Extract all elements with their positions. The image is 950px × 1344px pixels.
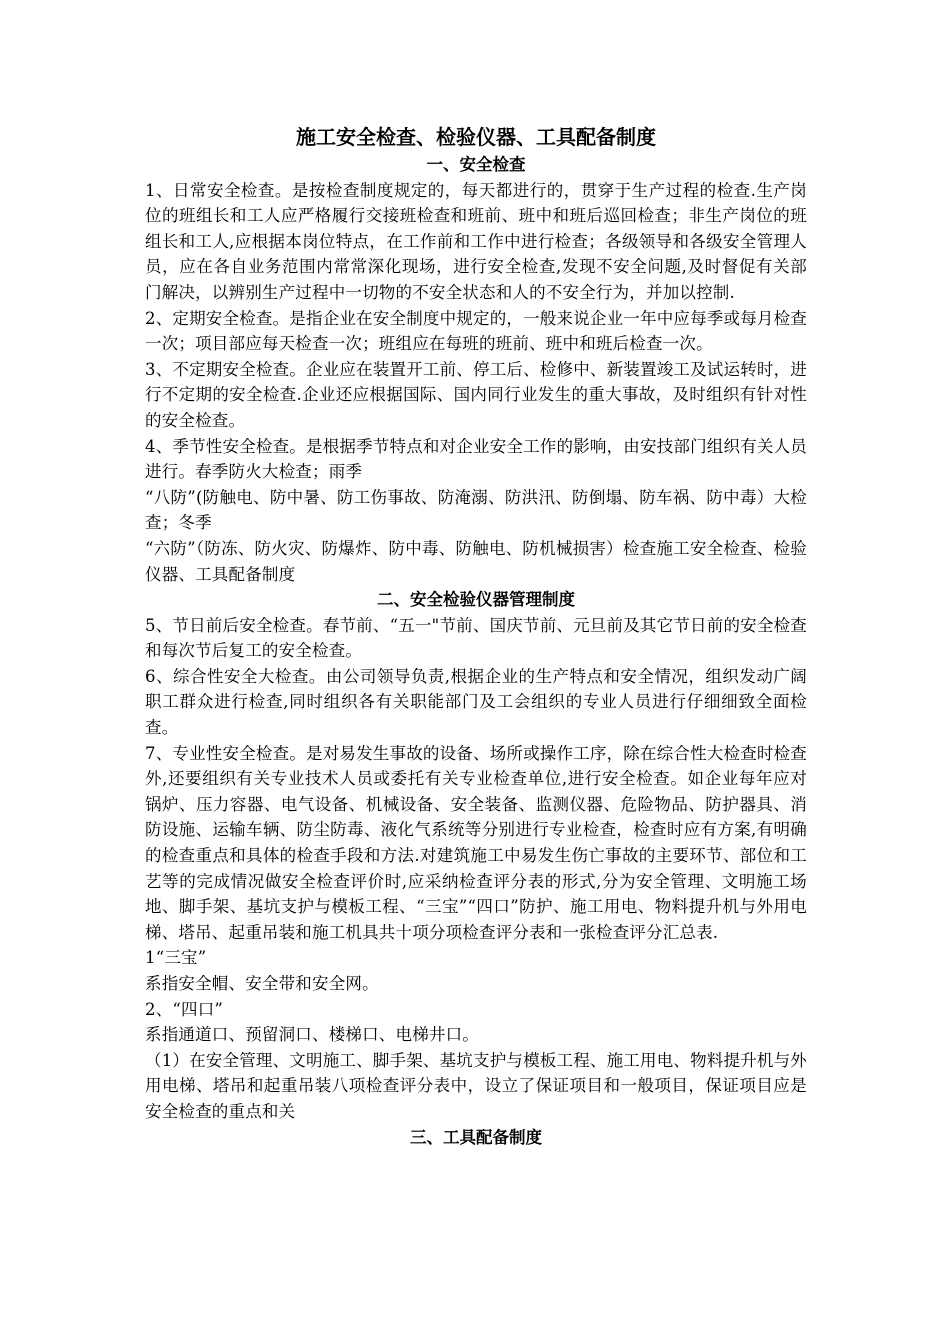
paragraph: 7、专业性安全检查。是对易发生事故的设备、场所或操作工序，除在综合性大检查时检查外,还要组织有关专业技术人员或委托有关专业检查单位,进行安全检查。如企业每年应对锅炉、压力容器、电气设备、机械设备、安全装备、监测仪器、危险物品、防护器具、消防设施、运输车辆、防尘防毒、液化气系统等分别进行专业检查，检查时应有方案,有明确的检查重点和具体的检查手段和方法.对建筑施工中易发生伤亡事故的主要环节、部位和工艺等的完成情况做安全检查评价时,应采纳检查评分表的形式,分为安全管理、文明施工场地、脚手架、基坑支护与模板工程、“三宝”“四口”防护、施工用电、物料提升机与外用电梯、塔吊、起重吊装和施工机具共十项分项检查评分表和一张检查评分汇总表.: [145, 743, 807, 942]
paragraph: 3、不定期安全检查。企业应在装置开工前、停工后、检修中、新装置竣工及试运转时，进行不定期的安全检查.企业还应根据国际、国内同行业发生的重大事故，及时组织有针对性的安全检查。: [145, 359, 807, 430]
paragraph: 2、“四口”: [145, 999, 224, 1019]
paragraph: “八防”(防触电、防中暑、防工伤事故、防淹溺、防洪汛、防倒塌、防车祸、防中毒）大检查；冬季: [145, 487, 807, 533]
paragraph: 1、日常安全检查。是按检查制度规定的，每天都进行的，贯穿于生产过程的检查.生产岗位的班组长和工人应严格履行交接班检查和班前、班中和班后巡回检查；非生产岗位的班组长和工人,应根据本岗位特点，在工作前和工作中进行检查；各级领导和各级安全管理人员，应在各自业务范围内常常深化现场，进行安全检查,发现不安全问题,及时督促有关部门解决，以辨别生产过程中一切物的不安全状态和人的不安全行为，并加以控制.: [145, 180, 807, 302]
section-2: [145, 587, 807, 1124]
section-1: [145, 152, 807, 587]
section-heading: 二、安全检验仪器管理制度: [377, 590, 575, 610]
paragraph: （1）在安全管理、文明施工、脚手架、基坑支护与模板工程、施工用电、物料提升机与外用电梯、塔吊和起重吊装八项检查评分表中，设立了保证项目和一般项目，保证项目应是安全检查的重点和关: [145, 1050, 807, 1121]
paragraph: 6、综合性安全大检查。由公司领导负责,根据企业的生产特点和安全情况，组织发动广阔职工群众进行检查,同时组织各有关职能部门及工会组织的专业人员进行仔细细致全面检查。: [145, 666, 807, 738]
section-heading: 三、工具配备制度: [410, 1127, 542, 1147]
section-heading: 一、安全检查: [426, 155, 526, 174]
section-3: [145, 1125, 807, 1151]
document-page: [145, 122, 807, 1150]
paragraph: 系指通道口、预留洞口、楼梯口、电梯井口。: [145, 1025, 479, 1045]
paragraph: “六防”（防冻、防火灾、防爆炸、防中毒、防触电、防机械损害）检查施工安全检查、检验仪器、工具配备制度: [145, 538, 807, 584]
paragraph: 2、定期安全检查。是指企业在安全制度中规定的，一般来说企业一年中应每季或每月检查一次；项目部应每天检查一次；班组应在每班的班前、班中和班后检查一次。: [145, 308, 807, 354]
document-title: 施工安全检查、检验仪器、工具配备制度: [296, 125, 656, 149]
paragraph: 系指安全帽、安全带和安全网。: [145, 974, 379, 993]
paragraph: 5、节日前后安全检查。春节前、“五一"节前、国庆节前、元旦前及其它节日前的安全检查和每次节后复工的安全检查。: [145, 615, 807, 661]
paragraph: 4、季节性安全检查。是根据季节特点和对企业安全工作的影响，由安技部门组织有关人员进行。春季防火大检查；雨季: [145, 436, 807, 482]
paragraph: 1“三宝”: [145, 948, 207, 968]
